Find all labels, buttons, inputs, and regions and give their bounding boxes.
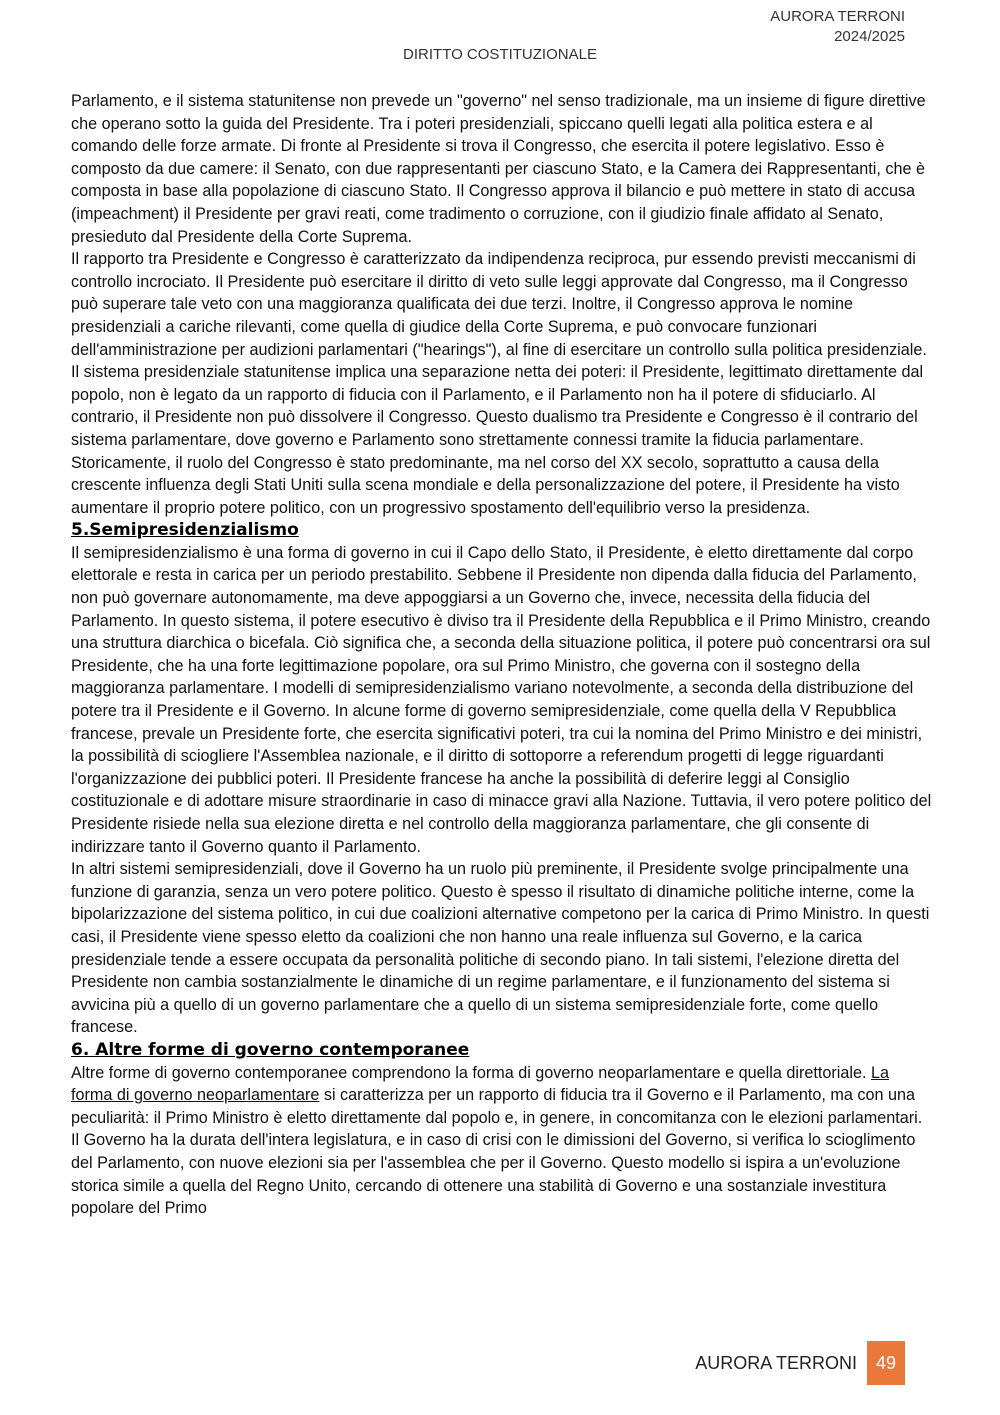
footer-author: AURORA TERRONI (695, 1352, 857, 1373)
document-body (71, 90, 933, 1220)
text-run: si caratterizza per un rapporto di fiducia tra il Governo e il Parlamento, ma con una peculiarità: il Primo Ministro è eletto direttamente dal popolo e, in genere, in concomitanza con le elezioni parlamentari. Il Governo ha la durata dell'intera legislatura, e in caso di crisi con le dimissioni del Governo, si verifica lo scioglimento del Parlamento, con nuove elezioni sia per l'assemblea che per il Governo. Questo modello si ispira a un'evoluzione storica simile a quella del Regno Unito, cercando di ottenere una stabilità di Governo e una sostanziale investitura popolare del Primo (71, 1086, 923, 1218)
paragraph: Il sistema presidenziale statunitense implica una separazione netta dei poteri: il Presidente, legittimato direttamente dal popolo, non è legato da un rapporto di fiducia con il Parlamento, e il Parlamento non ha il potere di sfiduciarlo. Al contrario, il Presidente non può dissolvere il Congresso. Questo dualismo tra Presidente e Congresso è il contrario del sistema parlamentare, dove governo e Parlamento sono strettamente connessi tramite la fiducia parlamentare. Storicamente, il ruolo del Congresso è stato predominante, ma nel corso del XX secolo, soprattutto a causa della crescente influenza degli Stati Uniti sulla scena mondiale e della personalizzazione del potere, il Presidente ha visto aumentare il proprio potere politico, con un progressivo spostamento dell'equilibrio verso la presidenza. (71, 363, 924, 517)
paragraph: In altri sistemi semipresidenziali, dove il Governo ha un ruolo più preminente, il Presidente svolge principalmente una funzione di garanzia, senza un vero potere politico. Questo è spesso il risultato di dinamiche politiche interne, come la bipolarizzazione del sistema politico, in cui due coalizioni alternative competono per la carica di Primo Ministro. In questi casi, il Presidente viene spesso eletto da coalizioni che non hanno una reale influenza sul Governo, e la carica presidenziale tende a essere occupata da personalità politiche di secondo piano. In tali sistemi, l'elezione diretta del Presidente non cambia sostanzialmente le dinamiche di un regime parlamentare, e il funzionamento del sistema si avvicina più a quello di un governo parlamentare che a quello di un sistema semipresidenziale forte, come quello francese. (71, 860, 930, 1037)
page-footer (695, 1341, 905, 1385)
header-author-block (770, 7, 905, 47)
paragraph: Il semipresidenzialismo è una forma di governo in cui il Capo dello Stato, il Presidente, è eletto direttamente dal corpo elettorale e resta in carica per un periodo prestabilito. Sebbene il Presidente non dipenda dalla fiducia del Parlamento, non può governare autonomamente, ma deve appoggiarsi a un Governo che, invece, necessita della fiducia del Parlamento. In questo sistema, il potere esecutivo è diviso tra il Presidente della Repubblica e il Primo Ministro, creando una struttura diarchica o bicefala. Ciò significa che, a seconda della situazione politica, il potere può concentrarsi ora sul Presidente, che ha una forte legittimazione popolare, ora sul Primo Ministro, che governa con il sostegno della maggioranza parlamentare. I modelli di semipresidenzialismo variano notevolmente, a seconda della distribuzione del potere tra il Presidente e il Governo. In alcune forme di governo semipresidenziale, come quella della V Repubblica francese, prevale un Presidente forte, che esercita significativi poteri, tra cui la nomina del Primo Ministro e dei ministri, la possibilità di sciogliere l'Assemblea nazionale, e il diritto di sottoporre a referendum progetti di legge riguardanti l'organizzazione dei pubblici poteri. Il Presidente francese ha anche la possibilità di deferire leggi al Consiglio costituzionale e di adottare misure straordinarie in caso di minacce gravi alla Nazione. Tuttavia, il vero potere politico del Presidente risiede nella sua elezione diretta e nel controllo della maggioranza parlamentare, che gli consente di indirizzare tanto il Governo quanto il Parlamento. (71, 543, 932, 856)
header-author: AURORA TERRONI (770, 8, 905, 25)
paragraph: Il rapporto tra Presidente e Congresso è caratterizzato da indipendenza reciproca, pur essendo previsti meccanismi di controllo incrociato. Il Presidente può esercitare il diritto di veto sulle leggi approvate dal Congresso, ma il Congresso può superare tale veto con una maggioranza qualificata dei due terzi. Inoltre, il Congresso approva le nomine presidenziali a cariche rilevanti, come quella di giudice della Corte Suprema, e può convocare funzionari dell'amministrazione per audizioni parlamentari ("hearings"), al fine di esercitare un controllo sulla politica presidenziale. (71, 250, 927, 359)
header-year: 2024/2025 (834, 28, 905, 45)
paragraph (71, 1062, 933, 1220)
text-run: Altre forme di governo contemporanee comprendono la forma di governo neoparlamentare e quella direttoriale. (71, 1063, 871, 1082)
paragraph: Parlamento, e il sistema statunitense non prevede un "governo" nel senso tradizionale, ma un insieme di figure direttive che operano sotto la guida del Presidente. Tra i poteri presidenziali, spiccano quelli legati alla politica estera e al comando delle forze armate. Di fronte al Presidente si trova il Congresso, che esercita il potere legislativo. Esso è composto da due camere: il Senato, con due rappresentanti per ciascuno Stato, e la Camera dei Rappresentanti, che è composta in base alla popolazione di ciascuno Stato. Il Congresso approva il bilancio e può mettere in stato di accusa (impeachment) il Presidente per gravi reati, come tradimento o corruzione, con il giudizio finale affidato al Senato, presieduto dal Presidente della Corte Suprema. (71, 92, 926, 246)
header-course: DIRITTO COSTITUZIONALE (403, 46, 597, 63)
underlined-term: La forma di governo neoparlamentare (71, 1063, 889, 1105)
page-number: 49 (867, 1341, 905, 1385)
section-heading-6: 6. Altre forme di governo contemporanee (71, 1039, 470, 1060)
section-heading-5: 5.Semipresidenzialismo (71, 520, 299, 541)
